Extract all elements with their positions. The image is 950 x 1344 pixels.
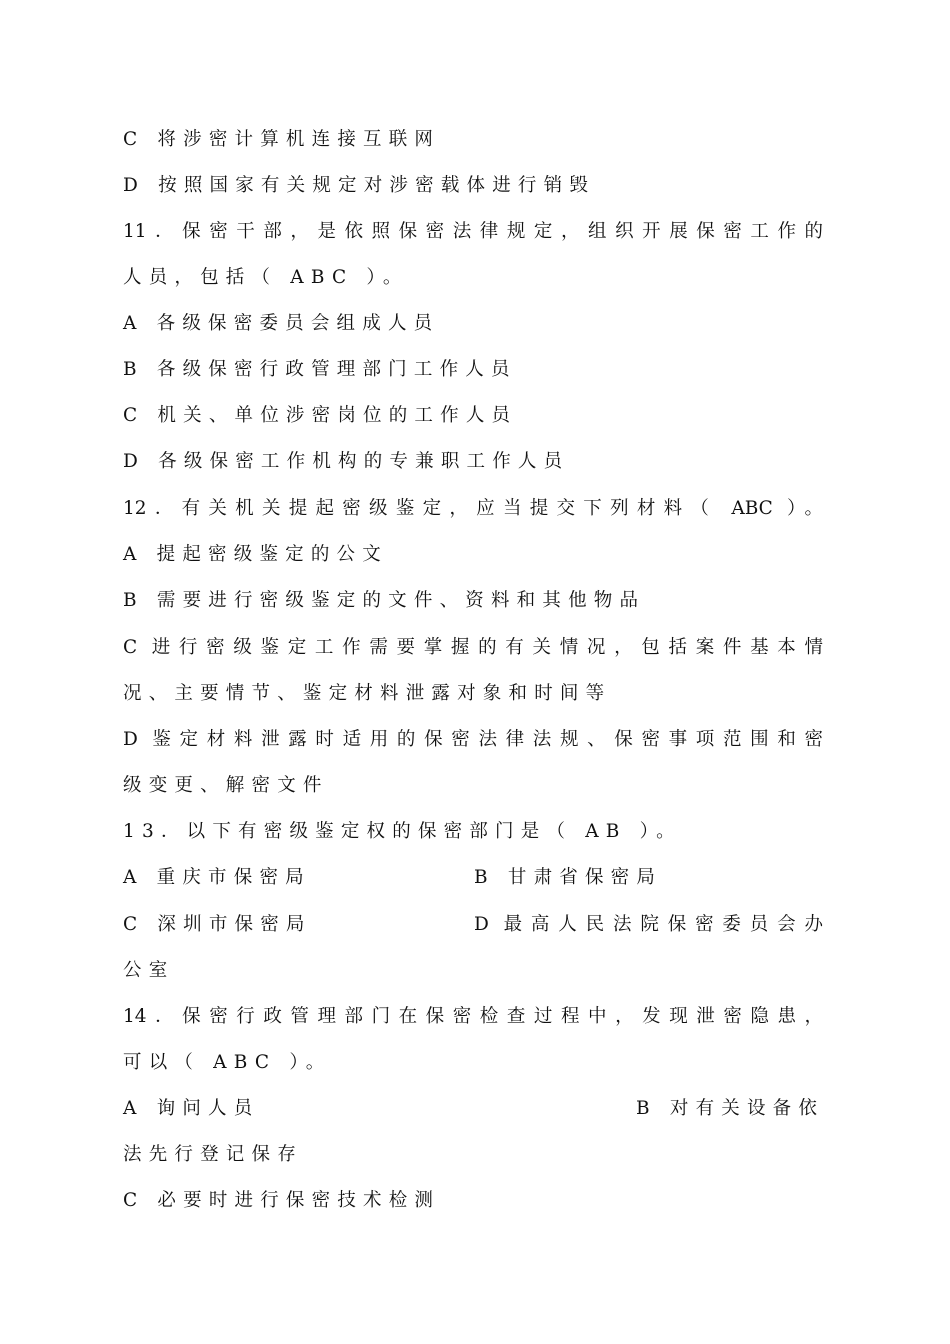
question-12-option-c-line-1: C 进行密级鉴定工作需要掌握的有关情况，包括案件基本情 — [123, 637, 823, 658]
question-11-line-2: 人员，包括（ ABC ）。 — [123, 267, 409, 288]
question-13-option-b: B 甘肃省保密局 — [474, 867, 663, 888]
question-14-option-a: A 询问人员 — [123, 1098, 260, 1119]
question-13-option-d-line-1: D 最高人民法院保密委员会办 — [474, 914, 823, 935]
question-14-line-2: 可以（ ABC ）。 — [123, 1052, 332, 1073]
option-c-line: C 将涉密计算机连接互联网 — [123, 129, 441, 150]
question-11-option-b: B 各级保密行政管理部门工作人员 — [123, 359, 517, 380]
question-12-option-d-line-1: D 鉴定材料泄露时适用的保密法律法规、保密事项范围和密 — [123, 729, 823, 750]
question-12-option-a: A 提起密级鉴定的公文 — [123, 544, 388, 565]
question-12-option-d-line-2: 级变更、解密文件 — [123, 775, 329, 796]
option-d-line: D 按照国家有关规定对涉密载体进行销毁 — [123, 175, 596, 196]
question-14-option-b-line-2: 法先行登记保存 — [123, 1144, 303, 1165]
question-12-option-b: B 需要进行密级鉴定的文件、资料和其他物品 — [123, 590, 646, 611]
question-13-line: 13．以下有密级鉴定权的保密部门是（ AB ）。 — [123, 821, 682, 842]
question-11-option-a: A 各级保密委员会组成人员 — [123, 313, 440, 334]
question-13-option-d-line-2: 公室 — [123, 960, 175, 981]
question-12-option-c-line-2: 况、主要情节、鉴定材料泄露对象和时间等 — [123, 683, 612, 704]
question-12-line: 12．有关机关提起密级鉴定，应当提交下列材料（ ABC ）。 — [123, 498, 823, 519]
question-14-line-1: 14．保密行政管理部门在保密检查过程中，发现泄密隐患， — [123, 1006, 823, 1027]
question-11-option-d: D 各级保密工作机构的专兼职工作人员 — [123, 451, 570, 472]
question-11-line-1: 11．保密干部，是依照保密法律规定，组织开展保密工作的 — [123, 221, 823, 242]
question-14-option-b-line-1: B 对有关设备依 — [636, 1098, 825, 1119]
question-13-option-a: A 重庆市保密局 — [123, 867, 311, 888]
question-13-option-c: C 深圳市保密局 — [123, 914, 312, 935]
question-14-option-c: C 必要时进行保密技术检测 — [123, 1190, 441, 1211]
question-11-option-c: C 机关、单位涉密岗位的工作人员 — [123, 405, 518, 426]
